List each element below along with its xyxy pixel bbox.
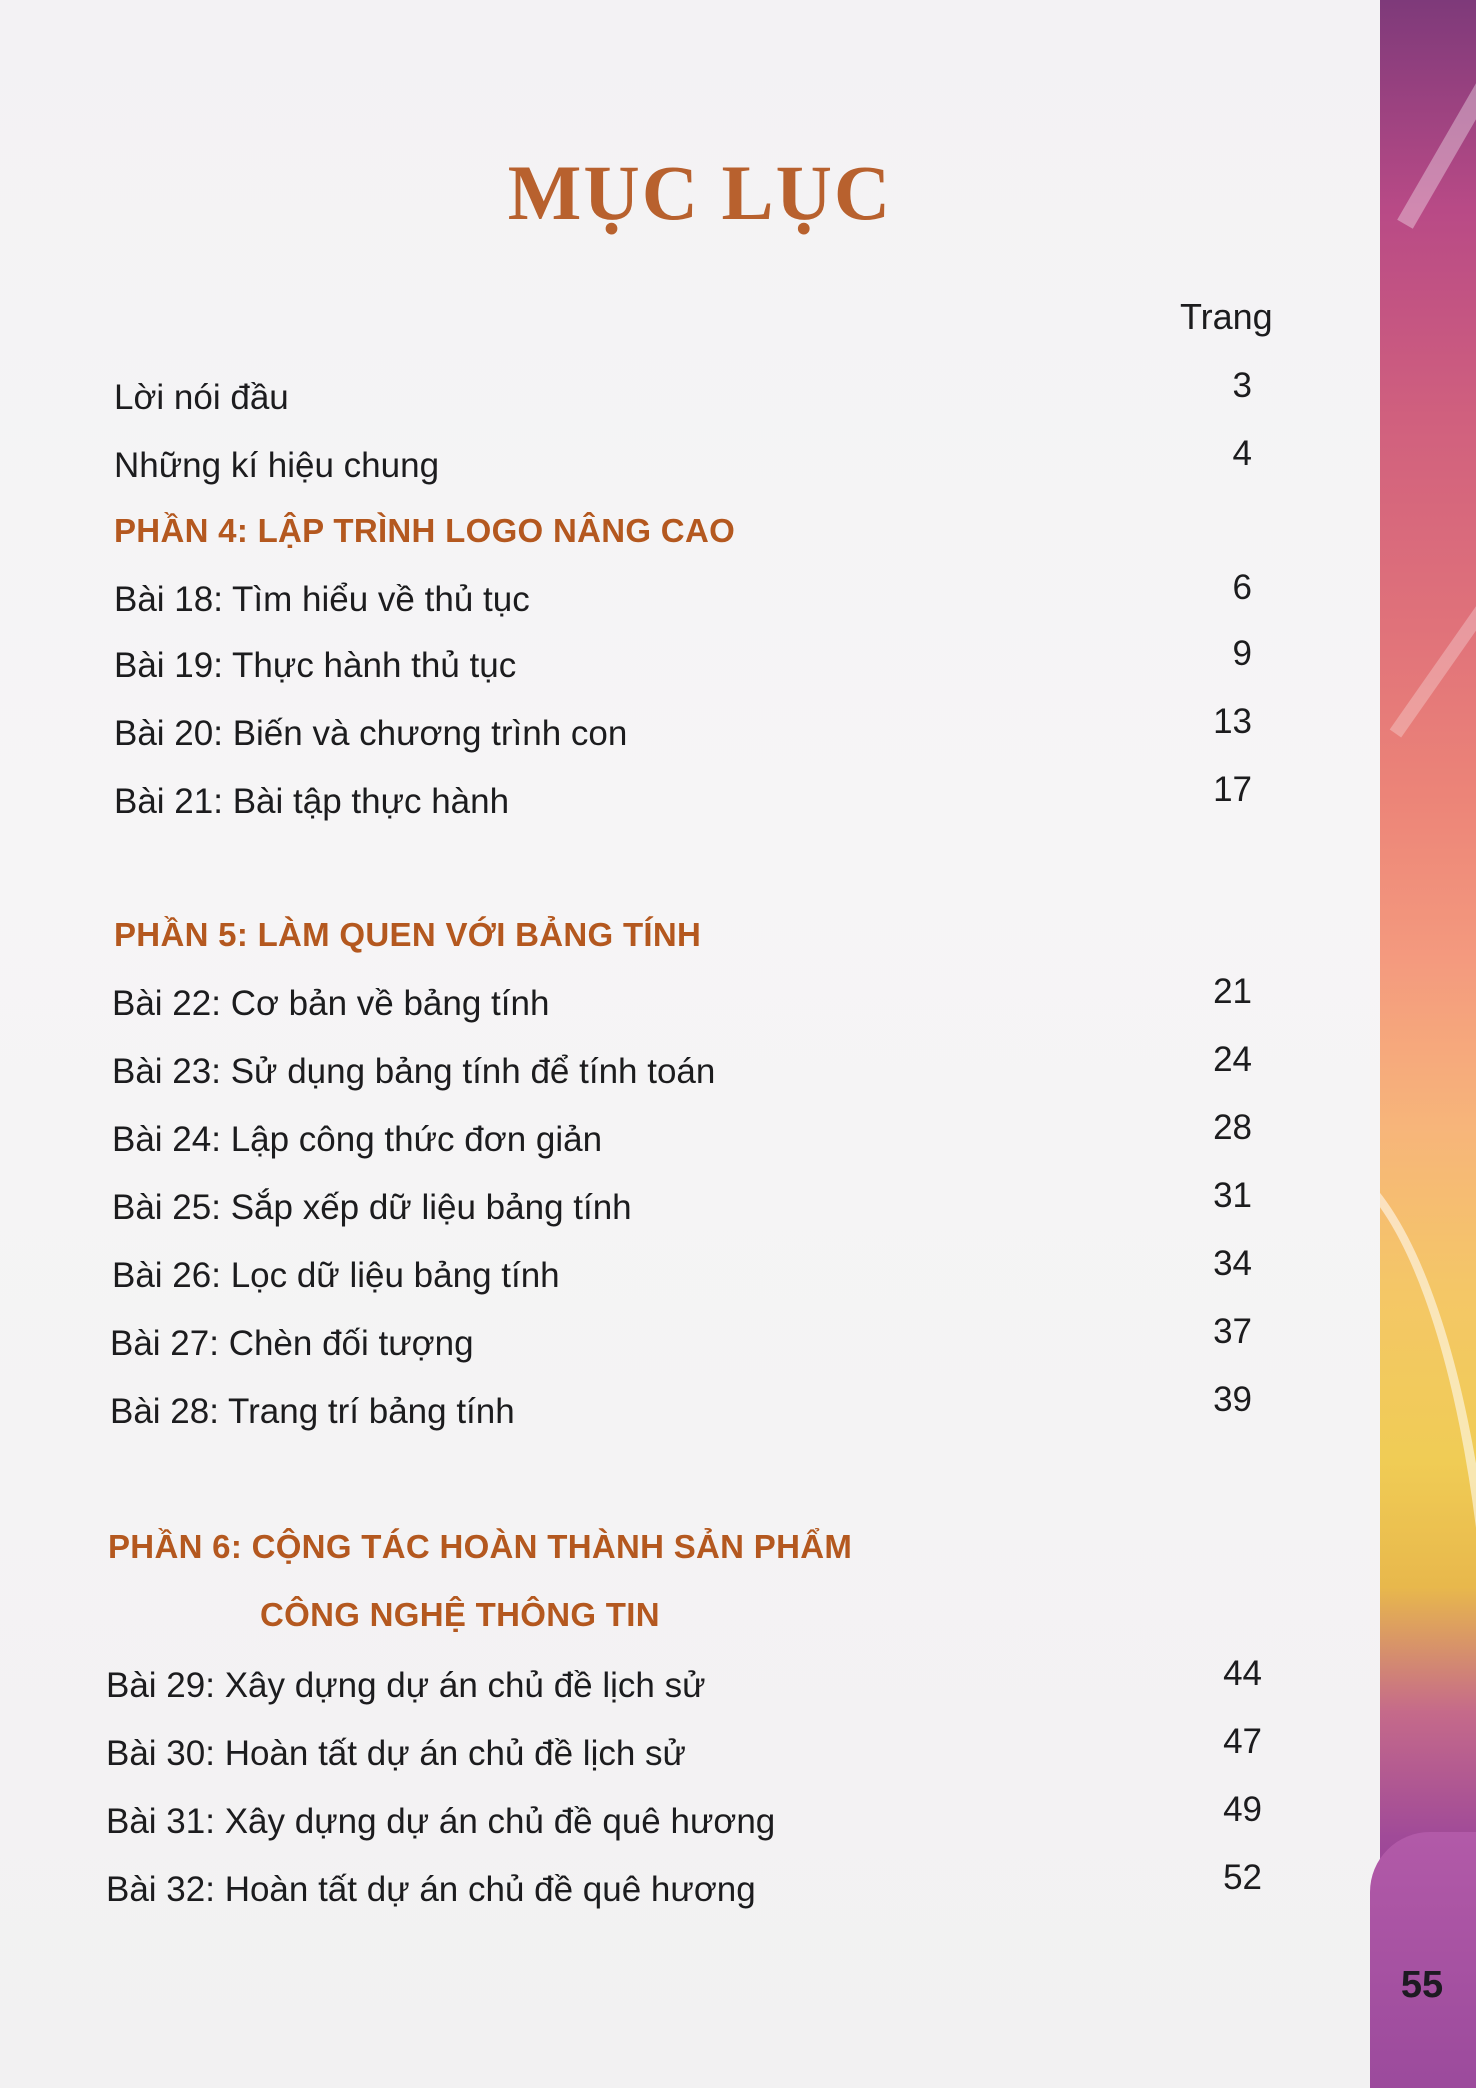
toc-entry-page: 37 — [1213, 1312, 1252, 1351]
toc-entry-label[interactable]: Bài 30: Hoàn tất dự án chủ đề lịch sử — [106, 1734, 686, 1773]
toc-entry-label[interactable]: Bài 22: Cơ bản về bảng tính — [112, 984, 550, 1023]
toc-entry-page: 39 — [1213, 1380, 1252, 1419]
toc-entry-page: 17 — [1213, 770, 1252, 809]
toc-entry-page: 3 — [1232, 366, 1252, 405]
toc-entry-page: 47 — [1223, 1722, 1262, 1761]
toc-entry-label[interactable]: Bài 25: Sắp xếp dữ liệu bảng tính — [112, 1188, 632, 1227]
toc-entry-page: 52 — [1223, 1858, 1262, 1897]
page-number: 55 — [1400, 1964, 1444, 2006]
toc-entry-page: 49 — [1223, 1790, 1262, 1829]
section-heading: PHẦN 4: LẬP TRÌNH LOGO NÂNG CAO — [114, 512, 736, 549]
toc-entry-page: 13 — [1213, 702, 1252, 741]
toc-entry-label[interactable]: Bài 29: Xây dựng dự án chủ đề lịch sử — [106, 1666, 706, 1705]
toc-entry-page: 9 — [1232, 634, 1252, 673]
toc-entry-page: 34 — [1213, 1244, 1252, 1283]
toc-entry-page: 28 — [1213, 1108, 1252, 1147]
section-heading: PHẦN 6: CỘNG TÁC HOÀN THÀNH SẢN PHẨM — [108, 1528, 853, 1565]
toc-entry-label[interactable]: Bài 31: Xây dựng dự án chủ đề quê hương — [106, 1802, 776, 1841]
toc-entry-label[interactable]: Bài 27: Chèn đối tượng — [110, 1324, 474, 1363]
page-title: MỤC LỤC — [507, 149, 893, 236]
toc-entry-page: 6 — [1232, 568, 1252, 607]
toc-entry-label[interactable]: Bài 26: Lọc dữ liệu bảng tính — [112, 1256, 560, 1295]
toc-entry-page: 4 — [1232, 434, 1252, 473]
section-heading: PHẦN 5: LÀM QUEN VỚI BẢNG TÍNH — [114, 916, 702, 953]
toc-entry-label[interactable]: Bài 23: Sử dụng bảng tính để tính toán — [112, 1052, 716, 1091]
toc-entry-label[interactable]: Bài 18: Tìm hiểu về thủ tục — [114, 580, 530, 619]
toc-entry-page: 21 — [1213, 972, 1252, 1011]
toc-entry-label[interactable]: Bài 19: Thực hành thủ tục — [114, 646, 517, 685]
toc-entry-label[interactable]: Những kí hiệu chung — [114, 446, 440, 485]
toc-entry-label[interactable]: Bài 20: Biến và chương trình con — [114, 714, 628, 753]
section-heading-line2: CÔNG NGHỆ THÔNG TIN — [260, 1596, 660, 1633]
toc-entry-page: 24 — [1213, 1040, 1252, 1079]
toc-entry-label[interactable]: Lời nói đầu — [114, 378, 289, 417]
toc-entry-label[interactable]: Bài 21: Bài tập thực hành — [114, 782, 510, 821]
toc-entry-label[interactable]: Bài 32: Hoàn tất dự án chủ đề quê hương — [106, 1870, 756, 1909]
toc-entry-page: 44 — [1223, 1654, 1262, 1693]
page-column-label: Trang — [1180, 296, 1273, 337]
toc-entry-label[interactable]: Bài 28: Trang trí bảng tính — [110, 1392, 515, 1431]
toc-entry-label[interactable]: Bài 24: Lập công thức đơn giản — [112, 1120, 603, 1159]
decorative-edge-strip — [1380, 0, 1476, 2088]
toc-entry-page: 31 — [1213, 1176, 1252, 1215]
page-number-tab — [1370, 1832, 1476, 2088]
